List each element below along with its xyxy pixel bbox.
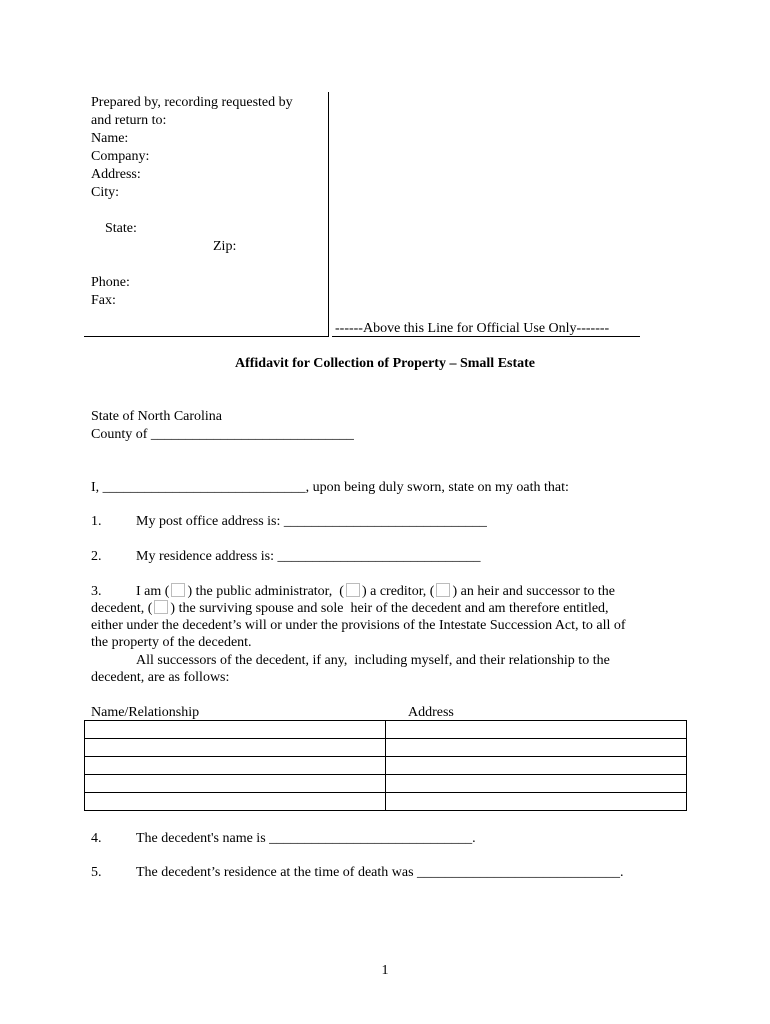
- residence-address-field[interactable]: My residence address is: _____________________________: [136, 549, 481, 564]
- name-label: Name:: [91, 131, 129, 146]
- item-3-line-1: [136, 583, 615, 601]
- table-row: [85, 721, 687, 739]
- table-row: [85, 757, 687, 775]
- affiant-intro[interactable]: I, _____________________________, upon being duly sworn, state on my oath that:: [91, 480, 569, 495]
- preparer-line-1: Prepared by, recording requested by: [91, 95, 293, 110]
- document-title: Affidavit for Collection of Property – Small Estate: [234, 356, 536, 371]
- successors-table: [84, 720, 687, 811]
- successor-address-cell[interactable]: [385, 739, 687, 757]
- public-administrator-checkbox[interactable]: [171, 583, 185, 597]
- item-3-text-b: ) the public administrator, (: [187, 584, 344, 599]
- item-3-line-5: All successors of the decedent, if any, including myself, and their relationship to the: [136, 653, 610, 668]
- table-row: [85, 775, 687, 793]
- item-3-text-f: ) the surviving spouse and sole heir of the decedent and am therefore entitled,: [170, 601, 609, 616]
- item-3-line-3: either under the decedent’s will or under the provisions of the Intestate Succession Act, to all of: [91, 618, 626, 633]
- fax-label: Fax:: [91, 293, 116, 308]
- successor-name-cell[interactable]: [85, 757, 386, 775]
- item-3-text-a: I am (: [136, 584, 170, 599]
- item-2-number: 2.: [91, 549, 102, 564]
- preparer-line-2: and return to:: [91, 113, 167, 128]
- successor-name-cell[interactable]: [85, 775, 386, 793]
- table-header-address: Address: [408, 705, 454, 720]
- successor-address-cell[interactable]: [385, 775, 687, 793]
- item-3-line-2: [91, 600, 609, 618]
- item-3-line-4: the property of the decedent.: [91, 635, 252, 650]
- decedent-name-field[interactable]: The decedent's name is _____________________________.: [136, 831, 476, 846]
- successor-name-cell[interactable]: [85, 739, 386, 757]
- decedent-residence-field[interactable]: The decedent’s residence at the time of death was _____________________________.: [136, 865, 624, 880]
- successor-name-cell[interactable]: [85, 721, 386, 739]
- table-header-name: Name/Relationship: [91, 705, 200, 720]
- item-3-line-6: decedent, are as follows:: [91, 670, 230, 685]
- company-label: Company:: [91, 149, 150, 164]
- table-row: [85, 739, 687, 757]
- item-3-text-c: ) a creditor, (: [361, 584, 435, 599]
- successor-name-cell[interactable]: [85, 793, 386, 811]
- state-line: State of North Carolina: [91, 409, 223, 424]
- successor-address-cell[interactable]: [385, 793, 687, 811]
- heir-successor-checkbox[interactable]: [436, 583, 450, 597]
- official-use-label: ------Above this Line for Official Use Only-------: [335, 321, 610, 336]
- item-4-number: 4.: [91, 831, 102, 846]
- post-office-address-field[interactable]: My post office address is: _____________________________: [136, 514, 487, 529]
- item-3-text-d: ) an heir and successor to the: [452, 584, 615, 599]
- item-3-number: 3.: [91, 584, 102, 599]
- state-zip-row: [91, 202, 321, 274]
- item-5-number: 5.: [91, 865, 102, 880]
- table-row: [85, 793, 687, 811]
- header-divider-left: [84, 336, 329, 337]
- item-3-text-e: decedent, (: [91, 601, 153, 616]
- state-label: State:: [105, 221, 137, 236]
- address-label: Address:: [91, 167, 141, 182]
- successor-address-cell[interactable]: [385, 721, 687, 739]
- page-number: 1: [381, 963, 389, 978]
- surviving-spouse-checkbox[interactable]: [154, 600, 168, 614]
- county-line[interactable]: County of _____________________________: [91, 427, 354, 442]
- phone-label: Phone:: [91, 275, 130, 290]
- creditor-checkbox[interactable]: [346, 583, 360, 597]
- zip-label: Zip:: [213, 239, 237, 254]
- successor-address-cell[interactable]: [385, 757, 687, 775]
- header-divider-vertical: [328, 92, 329, 336]
- preparer-block: [91, 94, 321, 310]
- item-1-number: 1.: [91, 514, 102, 529]
- city-label: City:: [91, 185, 120, 200]
